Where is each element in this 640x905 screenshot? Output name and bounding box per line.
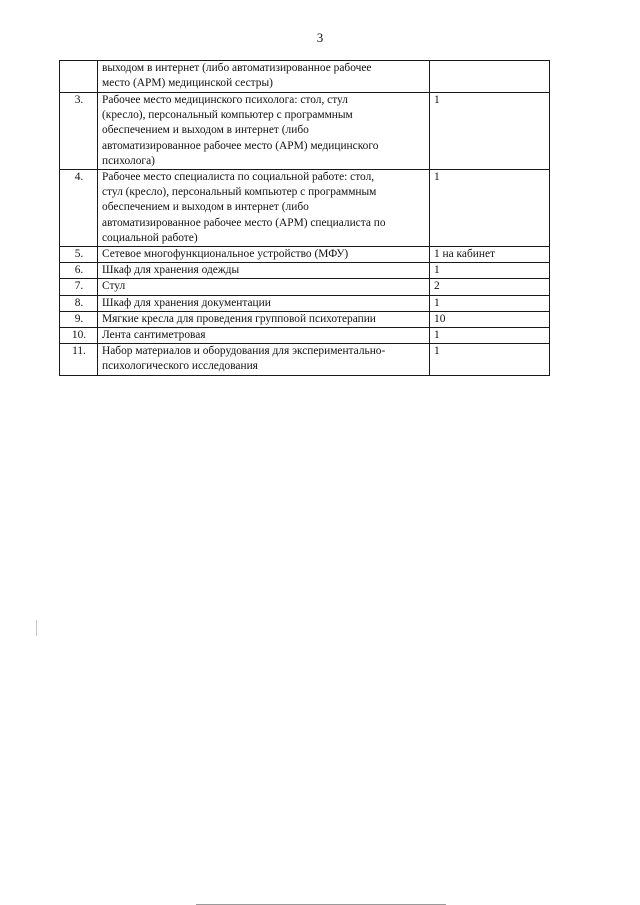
table-row bbox=[60, 61, 550, 93]
row-quantity-cell bbox=[430, 61, 550, 93]
row-quantity: 1 bbox=[434, 345, 440, 358]
page-number: 3 bbox=[316, 30, 324, 45]
row-quantity-cell bbox=[430, 279, 550, 295]
scan-artifact bbox=[36, 620, 37, 636]
row-description: выходом в интернет (либо автоматизированное рабочее место (АРМ) медицинской сестры) bbox=[102, 62, 372, 90]
row-quantity: 1 bbox=[434, 296, 440, 309]
row-description-cell bbox=[98, 61, 430, 93]
row-number: 4. bbox=[74, 171, 84, 184]
row-quantity: 1 bbox=[434, 264, 440, 277]
row-quantity: 2 bbox=[434, 280, 440, 293]
row-number: 3. bbox=[74, 94, 84, 106]
row-quantity-cell bbox=[430, 170, 550, 247]
row-quantity-cell bbox=[430, 263, 550, 279]
row-description: Рабочее место медицинского психолога: стол, стул (кресло), персональный компьютер с программным обеспечением и выходом в интернет (либо автоматизированное рабочее место (АРМ) медицинского психолога) bbox=[102, 94, 379, 167]
row-quantity-cell bbox=[430, 93, 550, 170]
table-row bbox=[60, 279, 550, 295]
row-number-cell bbox=[60, 344, 98, 375]
row-quantity-cell bbox=[430, 344, 550, 375]
row-description: Шкаф для хранения одежды bbox=[102, 264, 240, 277]
row-quantity: 1 bbox=[434, 94, 440, 106]
row-number: 10. bbox=[71, 329, 87, 342]
row-description: Рабочее место специалиста по социальной работе: стол, стул (кресло), персональный компьютер с программным обеспечением и выходом в интернет (либо автоматизированное рабочее место (АРМ) специалиста по социальной работе) bbox=[102, 171, 386, 244]
row-quantity-cell bbox=[430, 311, 550, 327]
row-description-cell bbox=[98, 279, 430, 295]
row-description-cell bbox=[98, 247, 430, 263]
row-description-cell bbox=[98, 328, 430, 344]
table-row bbox=[60, 328, 550, 344]
row-number: 5. bbox=[74, 248, 84, 261]
row-number: 11. bbox=[72, 345, 86, 358]
table-row bbox=[60, 170, 550, 247]
table-row bbox=[60, 295, 550, 311]
row-description: Мягкие кресла для проведения групповой психотерапии bbox=[102, 312, 376, 325]
row-number-cell bbox=[60, 247, 98, 263]
row-quantity-cell bbox=[430, 295, 550, 311]
row-number: 7. bbox=[74, 280, 84, 293]
table-row bbox=[60, 344, 550, 375]
row-quantity: 1 bbox=[434, 329, 440, 342]
row-number-cell bbox=[60, 61, 98, 93]
row-description: Стул bbox=[102, 280, 126, 293]
table-row bbox=[60, 263, 550, 279]
row-number: 8. bbox=[74, 296, 84, 309]
equipment-table bbox=[59, 60, 550, 376]
row-number-cell bbox=[60, 263, 98, 279]
row-quantity: 1 bbox=[434, 171, 440, 184]
row-number: 9. bbox=[74, 312, 84, 325]
row-description-cell bbox=[98, 170, 430, 247]
row-number-cell bbox=[60, 93, 98, 170]
table-row bbox=[60, 247, 550, 263]
row-quantity: 10 bbox=[434, 312, 446, 325]
row-number-cell bbox=[60, 311, 98, 327]
row-number: 6. bbox=[74, 264, 84, 277]
row-description: Сетевое многофункциональное устройство (МФУ) bbox=[102, 248, 349, 261]
row-quantity-cell bbox=[430, 328, 550, 344]
row-number-cell bbox=[60, 328, 98, 344]
row-quantity-cell bbox=[430, 247, 550, 263]
table-row bbox=[60, 93, 550, 170]
row-number-cell bbox=[60, 170, 98, 247]
table-row bbox=[60, 311, 550, 327]
row-description-cell bbox=[98, 295, 430, 311]
row-description: Набор материалов и оборудования для экспериментально- психологического исследования bbox=[102, 345, 386, 373]
row-quantity: 1 на кабинет bbox=[434, 248, 495, 261]
row-description-cell bbox=[98, 311, 430, 327]
row-description-cell bbox=[98, 344, 430, 375]
row-number-cell bbox=[60, 279, 98, 295]
row-description: Шкаф для хранения документации bbox=[102, 296, 271, 309]
row-description-cell bbox=[98, 263, 430, 279]
row-number-cell bbox=[60, 295, 98, 311]
row-description-cell bbox=[98, 93, 430, 170]
row-description: Лента сантиметровая bbox=[102, 329, 206, 342]
